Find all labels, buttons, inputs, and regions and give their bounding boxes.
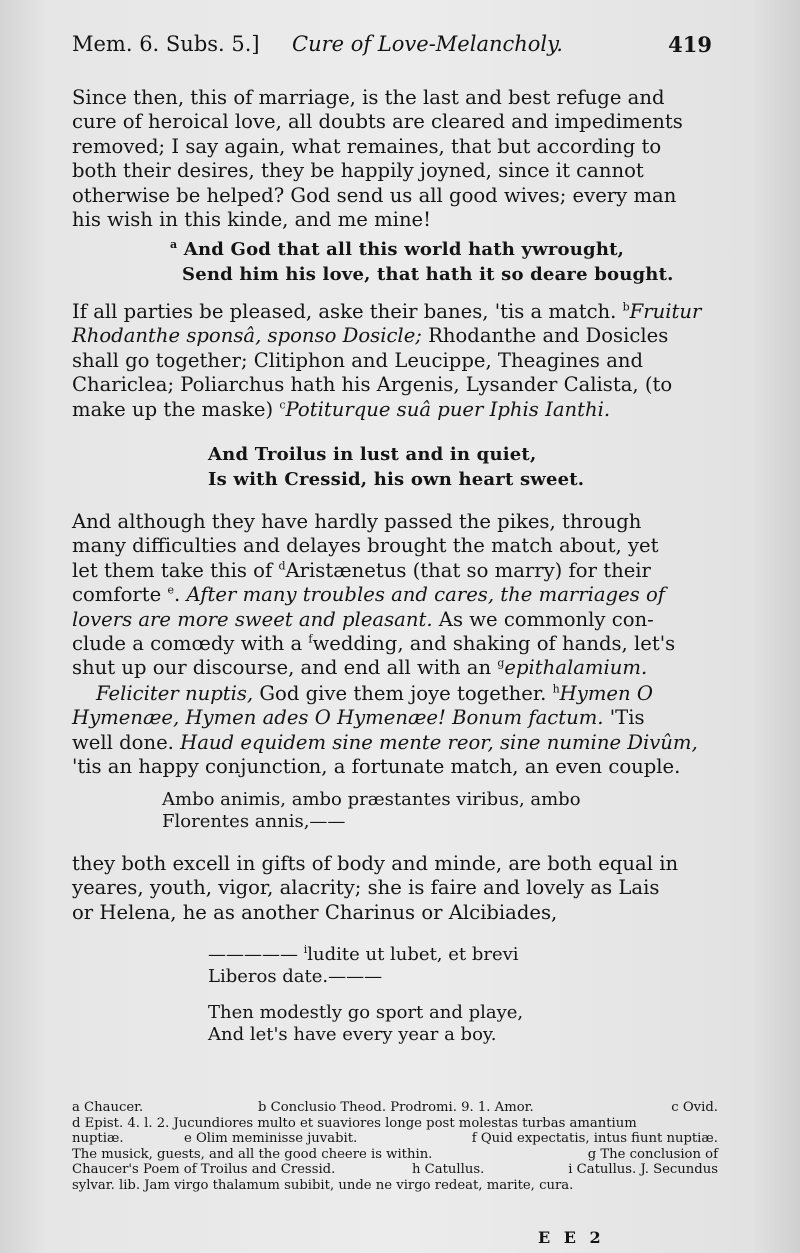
footnote-i: i Catullus. J. Secundus [568, 1162, 718, 1178]
text-line: his wish in this kinde, and me mine! [72, 208, 432, 232]
footnote-c: c Ovid. [671, 1100, 718, 1115]
italic-run: Haud equidem sine mente reor, sine numine Divûm, [180, 730, 698, 754]
paragraph-equal [72, 852, 712, 925]
footnote-h: h Catullus. [412, 1162, 485, 1178]
footnote-g-cont: Chaucer's Poem of Troilus and Cressid. [72, 1162, 336, 1178]
text-line: yeares, youth, vigor, alacrity; she is faire and lovely as Lais [72, 876, 660, 900]
text-line [72, 706, 712, 730]
footnote-e: e Olim meminisse juvabit. [184, 1131, 358, 1147]
italic-run: Rhodanthe sponsâ, sponso Dosicle; [72, 324, 422, 348]
footnote-mark: h [552, 682, 560, 696]
dash-rule: ————— [208, 944, 298, 965]
text-run: wedding, and shaking of hands, let's [312, 632, 676, 656]
text-run: As we commonly con- [438, 607, 654, 631]
verse-line: Is with Cressid, his own heart sweet. [208, 469, 585, 490]
text-run: 'Tis [609, 706, 645, 730]
footnote-d-cont: nuptiæ. [72, 1131, 124, 1147]
italic-run: Fruitur [629, 300, 702, 323]
text-run: God give them joye together. [259, 682, 547, 705]
paragraph-feliciter [72, 682, 712, 780]
text-line: otherwise be helped? God send us all good wives; every man [72, 183, 677, 207]
footnote-mark: a [170, 238, 178, 251]
printer-signature: E E 2 [538, 1228, 605, 1247]
italic-run: lovers are more sweet and pleasant. [72, 607, 433, 631]
verse-line: Florentes annis,—— [162, 811, 346, 832]
verse-line: Liberos date.——— [208, 966, 383, 987]
footnote-mark: d [278, 559, 286, 573]
footnote-f-cont: The musick, guests, and all the good cheere is within. [72, 1146, 433, 1162]
italic-run: Hymenæe, Hymen ades O Hymenæe! [72, 706, 446, 730]
text-run: let them take this of [72, 558, 273, 582]
verse-line [208, 944, 728, 966]
footnote-mark: b [622, 300, 630, 314]
paragraph-match [72, 300, 712, 422]
text-line [72, 324, 712, 348]
italic-run: epithalamium. [504, 656, 648, 680]
text-line: they both excell in gifts of body and minde, are both equal in [72, 852, 679, 875]
text-line [72, 682, 712, 706]
paragraph-marriage [72, 86, 712, 232]
footnote-mark: e [167, 583, 174, 597]
text-run: Aristænetus (that so marry) for their [285, 558, 651, 582]
verse-line [170, 262, 710, 287]
italic-run: After many troubles and cares, the marriages of [186, 583, 666, 607]
footnote-row [72, 1131, 718, 1147]
verse-text: ludite ut lubet, et brevi [307, 944, 519, 965]
footnote-i-cont: sylvar. lib. Jam virgo thalamum subibit, unde ne virgo redeat, marite, cura. [72, 1177, 574, 1193]
footnote-row [72, 1147, 718, 1163]
text-run: shut up our discourse, and end all with an [72, 656, 492, 680]
footnote-d: d Epist. 4. l. 2. Jucundiores multo et suaviores longe post molestas turbas amantium [72, 1115, 637, 1131]
text-line [72, 300, 712, 324]
text-line [72, 608, 712, 632]
footnote-mark: c [279, 398, 286, 412]
text-line [72, 559, 712, 583]
text-line [72, 632, 712, 656]
footnote-a: a Chaucer. [72, 1100, 144, 1115]
verse-line: And Troilus in lust and in quiet, [208, 444, 537, 465]
latin-verse-ambo [162, 789, 702, 833]
text-run: clude a comœdy with a [72, 632, 303, 656]
verse-line [170, 237, 710, 262]
text-line: or Helena, he as another Charinus or Alcibiades, [72, 900, 558, 924]
text-run: Rhodanthe and Dosicles [428, 324, 669, 348]
footnote-mark: f [308, 632, 313, 646]
text-run: comforte [72, 583, 162, 607]
page-number: 419 [668, 32, 712, 57]
english-verse [208, 1002, 728, 1046]
verse-line: Ambo animis, ambo præstantes viribus, ambo [162, 789, 581, 810]
text-run: make up the maske) [72, 397, 274, 421]
text-run: well done. [72, 730, 174, 754]
text-line [72, 398, 712, 422]
verse-line: And let's have every year a boy. [208, 1024, 497, 1045]
text-line: removed; I say again, what remaines, that but according to [72, 134, 662, 158]
italic-run: Bonum factum. [452, 706, 604, 730]
footnote-row [72, 1162, 718, 1178]
chaucer-verse [170, 237, 710, 287]
text-line [72, 656, 712, 680]
footnote-mark: g [497, 656, 505, 670]
paragraph-aristaenetus [72, 510, 712, 681]
footnote-f: f Quid expectatis, intus fiunt nuptiæ. [471, 1131, 718, 1147]
text-line: both their desires, they be happily joyned, since it cannot [72, 159, 644, 183]
text-line: many difficulties and delayes brought the match about, yet [72, 534, 659, 558]
footnote-mark: i [303, 943, 308, 956]
footnote-row [72, 1116, 718, 1132]
verse-line: Then modestly go sport and playe, [208, 1002, 524, 1023]
footnote-row [72, 1178, 718, 1194]
text-line: shall go together; Clitiphon and Leucippe, Theagines and [72, 348, 644, 372]
verse-text: And God that all this world hath ywrought, [183, 239, 625, 260]
troilus-verse [208, 442, 748, 492]
text-line: Chariclea; Poliarchus hath his Argenis, Lysander Calista, (to [72, 373, 673, 397]
footnote-g: g The conclusion of [587, 1146, 718, 1162]
section-reference: Mem. 6. Subs. 5.] [72, 32, 260, 56]
text-line: cure of heroical love, all doubts are cleared and impediments [72, 110, 683, 134]
italic-run: Feliciter nuptis, [96, 682, 254, 705]
italic-run: Potiturque suâ puer Iphis Ianthi. [285, 397, 611, 421]
italic-run: Hymen O [559, 682, 653, 705]
text-line: And although they have hardly passed the pikes, through [72, 510, 642, 533]
footnote-row [72, 1100, 718, 1116]
text-line: comforte $^e$. After many troubles and cares, the marriages of [72, 583, 666, 607]
footnote-b: b Conclusio Theod. Prodromi. 9. 1. Amor. [258, 1100, 534, 1115]
text-line [72, 731, 712, 755]
latin-verse-ludite [208, 944, 728, 988]
text-line: Since then, this of marriage, is the last and best refuge and [72, 86, 665, 109]
footnotes [72, 1100, 718, 1194]
running-header [72, 32, 712, 66]
text-run: If all parties be pleased, aske their banes, 'tis a match. [72, 300, 617, 323]
verse-text: Send him his love, that hath it so deare bought. [182, 264, 674, 285]
running-title: Cure of Love-Melancholy. [292, 32, 563, 56]
text-line: 'tis an happy conjunction, a fortunate match, an even couple. [72, 755, 681, 779]
